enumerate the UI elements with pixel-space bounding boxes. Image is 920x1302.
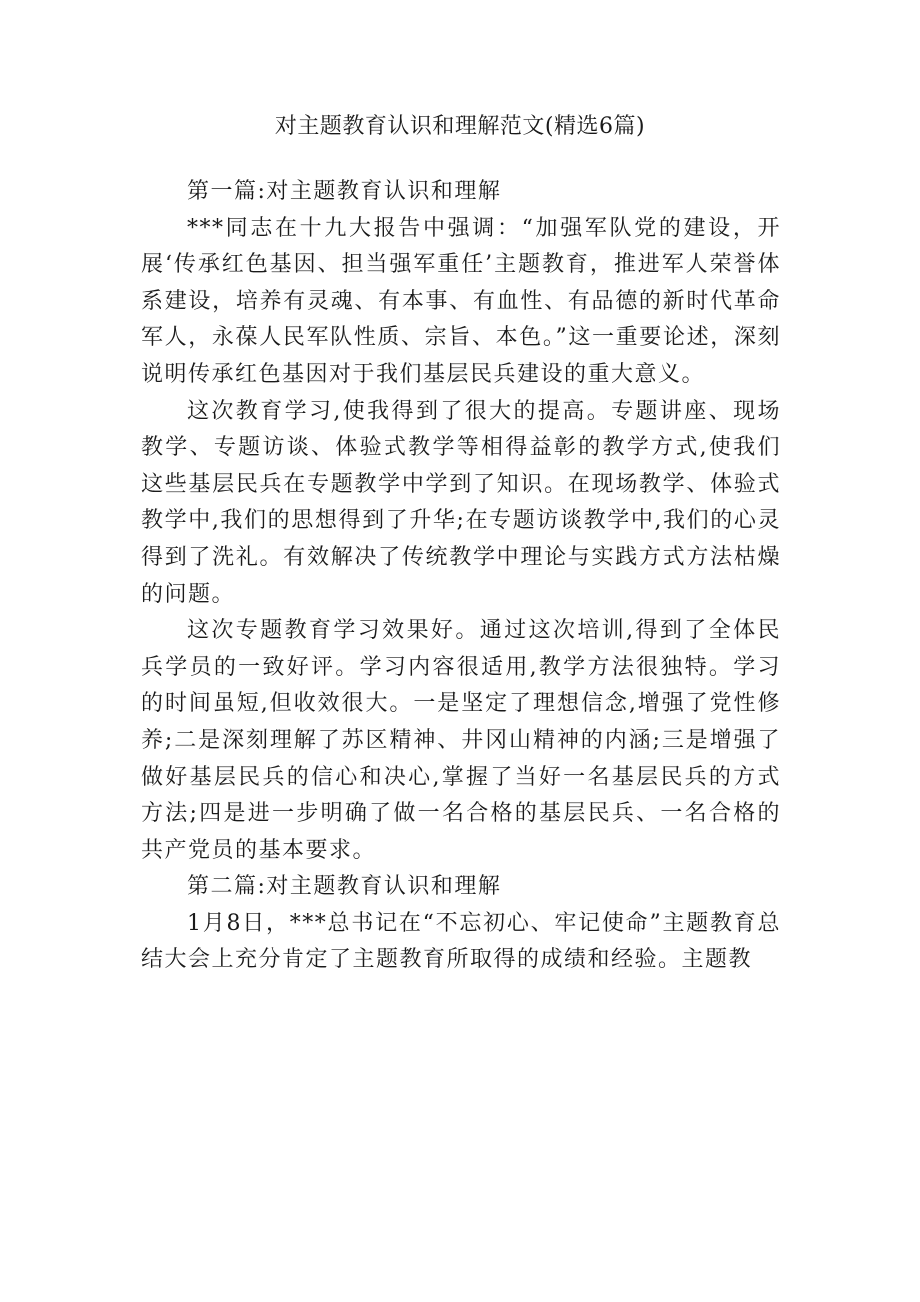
section-heading-2: 第二篇:对主题教育认识和理解 — [187, 874, 502, 900]
document-title: 对主题教育认识和理解范文(精选6篇) — [274, 114, 646, 139]
paragraph: 这次专题教育学习效果好。通过这次培训,得到了全体民兵学员的一致好评。学习内容很适用,教学方法很独特。学习的时间虽短,但收效很大。一是坚定了理想信念,增强了党性修养;二是深刻理解了苏区精神、井冈山精神的内涵;三是增强了做好基层民兵的信心和决心,掌握了当好一名基层民兵的方式方法;四是进一步明确了做一名合格的基层民兵、一名合格的共产党员的基本要求。 — [141, 618, 781, 863]
paragraph: 这次教育学习,使我得到了很大的提高。专题讲座、现场教学、专题访谈、体验式教学等相得益彰的教学方式,使我们这些基层民兵在专题教学中学到了知识。在现场教学、体验式教学中,我们的思想得到了升华;在专题访谈教学中,我们的心灵得到了洗礼。有效解决了传统教学中理论与实践方式方法枯燥的问题。 — [141, 398, 781, 607]
paragraph: 1月8日，***总书记在“不忘初心、牢记使命”主题教育总结大会上充分肯定了主题教育所取得的成绩和经验。主题教 — [141, 910, 781, 973]
section-heading-1: 第一篇:对主题教育认识和理解 — [187, 179, 502, 204]
document-body — [141, 174, 781, 979]
paragraph: ***同志在十九大报告中强调：“加强军队党的建设，开展‘传承红色基因、担当强军重任’主题教育，推进军人荣誉体系建设，培养有灵魂、有本事、有血性、有品德的新时代革命军人，永葆人民军队性质、宗旨、本色。”这一重要论述，深刻说明传承红色基因对于我们基层民兵建设的重大意义。 — [141, 215, 781, 387]
